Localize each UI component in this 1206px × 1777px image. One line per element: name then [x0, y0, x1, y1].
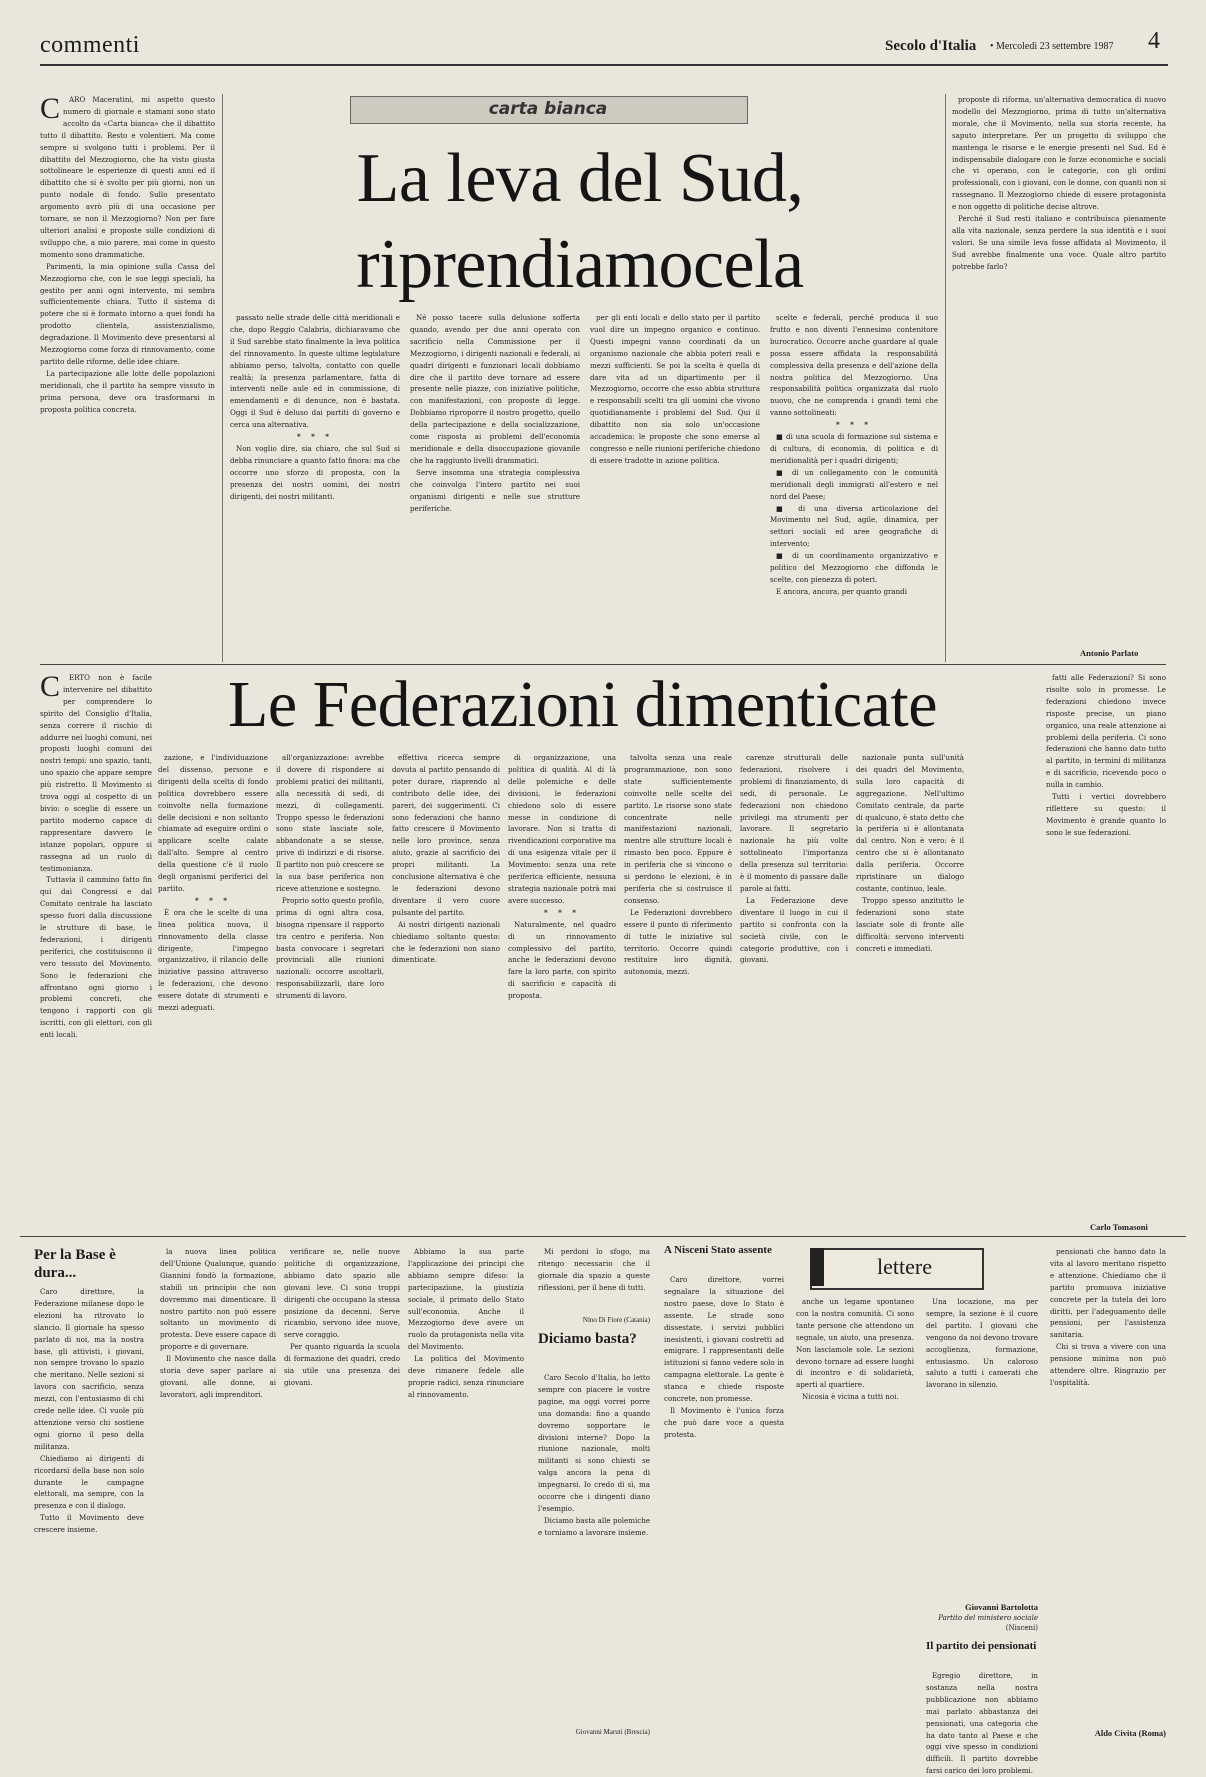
letter-column [160, 1246, 276, 1746]
article1-paragraph: Né posso tacere sulla delusione sofferta quando, avendo per due anni operato con sacrificio nella Commissione per il Mezzogiorno, i dirigenti nazionali e federali, ai quadri dirigenti e funzionari locali dobbiamo dire che il partito deve tornare ad essere presente nelle piazze, con iniziative politiche, con manifestazioni, con proposte di legge. Dobbiamo riproporre il nostro progetto, quello della partecipazione e della socializzazione, come risposta ai problemi dell'economia meridionale e della disoccupazione giovanile che ha raggiunto livelli drammatici. [410, 313, 580, 465]
article2-column-5 [508, 752, 616, 1232]
letter-column [538, 1372, 650, 1724]
article2-paragraph: Proprio sotto questo profilo, prima di ogni altra cosa, bisogna ripensare il rapporto tra centro e periferia. Non basta convocare i segretari provinciali alle riunioni nazionali: occorre ascoltarli, responsabilizzarli, dare loro strumenti di lavoro. [276, 895, 384, 1001]
article2-column-3 [276, 752, 384, 1232]
article2-paragraph: È ora che le scelte di una linea politica nuova, il rinnovamento della classe dirigente, l'impegno organizzativo, il rilancio delle iniziative passino attraverso le federazioni, che devono essere dotate di strumenti e mezzi adeguati. [158, 907, 268, 1013]
letter-paragraph: Caro Secolo d'Italia, ho letto sempre con piacere le vostre pagine, ma oggi vorrei porre una domanda: fino a quando dovremo sopportare le divisioni interne? Dopo la riunione nazionale, molti militanti si sono chiesti se valga ancora la pena di impegnarsi. Io credo di sì, ma occorre che i dirigenti diano l'esempio. [538, 1373, 650, 1513]
list-item: ■ di un coordinamento organizzativo e politico del Mezzogiorno che diffonda le scelte, con pienezza di poteri. [770, 551, 938, 584]
letter-paragraph: La politica del Movimento deve rimanere fedele alle proprie radici, senza rinunciare al rinnovamento. [408, 1354, 524, 1399]
article1-paragraph: Serve insomma una strategia complessiva che coinvolga l'intero partito nei suoi organismi dirigenti e nelle sue strutture periferiche. [410, 467, 580, 513]
article2-paragraph: Tutti i vertici dovrebbero riflettere su questo: il Movimento è grande quanto lo sono le sue federazioni. [1046, 792, 1166, 837]
letter-paragraph: Mi perdoni lo sfogo, ma ritengo necessario che il giornale dia spazio a queste riflessioni, per il bene di tutti. [538, 1247, 650, 1292]
article2-column-4 [392, 752, 500, 1232]
article2-paragraph: La Federazione deve diventare il luogo in cui il partito si confronta con la società civile, con le categorie produttive, con i giovani. [740, 895, 848, 965]
letter-paragraph: Chiediamo ai dirigenti di ricordarsi della base non solo durante le campagne elettorali, ma sempre, con la presenza e con il dialogo. [34, 1453, 144, 1511]
article2-paragraph: Naturalmente, nel quadro di un rinnovamento complessivo del partito, anche le federazioni devono fare la loro parte, con spirito di sacrificio e capacità di proposta. [508, 919, 616, 1001]
letter-paragraph: Tutto il Movimento deve crescere insieme. [34, 1513, 144, 1535]
article1-paragraph: passato nelle strade delle città meridionali e che, dopo Reggio Calabria, dichiaravamo che il Sud sarebbe stato finalmente la leva politica del rinnovamento. In queste ultime legislature abbiamo perso, talvolta, contatto con quelle realtà; la presenza parlamentare, fatta di interventi nelle aule ed in commissione, di emendamenti e di denunce, non è bastata. Oggi il Sud è deluso dai partiti di governo e cerca una alternativa. [230, 313, 400, 430]
article2-column-9 [1046, 672, 1166, 1220]
letter-column [796, 1296, 914, 1742]
letter-column [1050, 1246, 1166, 1718]
article2-column-7 [740, 752, 848, 1232]
letter-title: Per la Base è dura... [34, 1247, 116, 1281]
letter-column [538, 1246, 650, 1326]
article2-paragraph: Troppo spesso anzitutto le federazioni sono state lasciate sole di fronte alle difficoltà: servono interventi concreti e immediati. [856, 895, 964, 953]
article2-paragraph: Le Federazioni dovrebbero essere il punto di riferimento di tutte le iniziative sul territorio. Occorre quindi restituire loro dignità, autonomia, mezzi. [624, 907, 732, 977]
article2-column-1 [40, 672, 152, 1232]
article2-paragraph: nazionale punta sull'unità dei quadri del Movimento, sulla loro capacità di aggregazione. Nell'ultimo Comitato centrale, da parte di qualcuno, è stato detto che la periferia si è allontanata dal centro. Non è vero: è il centro che si è allontanato dalla periferia. Occorre ripristinare un dialogo costante, continuo, leale. [856, 753, 964, 893]
section-break-stars: * * * [296, 432, 334, 442]
article2-column-8 [856, 752, 964, 1232]
article1-paragraph: La partecipazione alle lotte delle popolazioni meridionali, che il partito ha sempre vissuto in prima persona, deve ora trasformarsi in proposta politica concreta. [40, 368, 215, 414]
letter-column [34, 1286, 144, 1746]
column-divider [222, 94, 223, 662]
letter-paragraph: Egregio direttore, in sostanza nella nostra pubblicazione non abbiamo mai parlato abbastanza dei pensionati, una categoria che ha dato tanto al Paese e che oggi vive spesso in condizioni difficili. Il partito dovrebbe farsi carico dei loro problemi. [926, 1671, 1038, 1776]
letter-column [926, 1670, 1038, 1776]
list-item-text: di una diversa articolazione del Movimento nel Sud, agile, dinamica, per settori sociali ed aree geografiche di intervento; [770, 503, 938, 549]
article1-paragraph: Non voglio dire, sia chiaro, che sul Sud si debba rinunciare a quanto fatto finora: ma che occorre uno sforzo di proposta, con la presenza dei nostri uomini, dei nostri dirigenti, dei nostri militanti. [230, 443, 400, 501]
letter-paragraph: Nicosia è vicina a tutti noi. [802, 1392, 899, 1402]
article2-paragraph: zazione, e l'individuazione del dissenso, persone e dirigenti della scelta di fondo politica dovrebbero essere coinvolte nella formazione delle decisioni e non soltanto chiamate ad eseguire ordini o applicare scelte calate dall'alto. Sempre al centro della questione c'è il ruolo degli organismi periferici del partito. [158, 753, 268, 893]
letter-signature: Aldo Civita (Roma) [1094, 1728, 1166, 1738]
article-divider [40, 664, 1166, 665]
article2-paragraph: Tuttavia il cammino fatto fin qui dai Congressi e dal Comitato centrale ha lasciato spesso fuori dalla discussione le strutture di base, le federazioni, i dirigenti periferici, che costituiscono il vero tessuto del Movimento. Sono le federazioni che affrontano ogni giorno i problemi concreti, che tengono i rapporti con gli iscritti, con gli elettori, con gli enti locali. [40, 875, 152, 1040]
letter-column [284, 1246, 400, 1746]
article1-paragraph: per gli enti locali e dello stato per il partito vuol dire un impegno organico e continuo. Questi impegni vanno coordinati da un organismo nazionale che abbia poteri reali e mezzi sufficienti. Se poi la scelta è quella di dare vita ad un dipartimento per il Mezzogiorno, occorre che esso abbia struttura e responsabili scelti tra gli uomini che vivono quotidianamente i problemi del Sud. Qui il dibattito non sia solo un'occasione accademica: le proposte che sono emerse al congresso e nelle riunioni periferiche chiedono di essere tradotte in azione politica. [590, 313, 760, 465]
article1-column-1 [40, 94, 215, 662]
article2-paragraph: all'organizzazione: avrebbe il dovere di rispondere ai problemi pratici dei militanti, alla necessità di sedi, di mezzi, di collegamenti. Troppo spesso le federazioni sono state lasciate sole, abbandonate a se stesse, prive di indirizzi e di risorse. Il partito non può crescere se la sua base periferica non riceve attenzione e sostegno. [276, 753, 384, 893]
article2-paragraph: talvolta senza una reale programmazione, non sono state sufficientemente coinvolte nelle scelte del partito. Le risorse sono state concentrate nelle manifestazioni nazionali, mentre alle strutture locali è rimasto ben poco. Eppure è in periferia che si vincono o si perdono le elezioni, è in periferia che si costruisce il consenso. [624, 753, 732, 905]
article1-paragraph: ARO Maceratini, mi aspetto questo numero di giornale e stamani sono stato accolto da «Carta bianca» che il dibattito tutto il dibattito. Resto e volentieri. Ma come sempre si svolgono tutti i problemi. Per il dibattito del Mezzogiorno, che ha visto giusta sottolineare le esperienze di questi anni ed il dibattito che si è svolto per più giorni, non un punto nodale di fondo. Sullo presentato argomento avrò più di una occasione per tornare, se non il Mezzogiorno? Non per fare ulteriori analisi e proposte sulle condizioni di sviluppo che, a mio parere, mai come in questo momento sono drammatiche. [40, 95, 215, 259]
letter-signature: Giovanni Maruti (Brescia) [575, 1728, 650, 1736]
article2-dropcap: C [40, 670, 61, 703]
letter-signature-role: Partito del ministero sociale [938, 1614, 1038, 1622]
article1-paragraph: Perché il Sud resti italiano e contribuisca pienamente alla vita nazionale, senza perdere la sua identità e i suoi valori. Se una simile leva fosse affidata al Movimento, il Sud avrebbe finalmente una voce. Quale altro partito potrebbe farlo? [952, 214, 1166, 271]
letter-paragraph: Abbiamo la sua parte l'applicazione dei principi che abbiamo sempre difeso: la partecipazione, la giustizia sociale, il primato dello Stato sull'economia. Anche il Mezzogiorno deve avere un ruolo da protagonista nella vita del Movimento. [408, 1247, 524, 1352]
letter-paragraph: Il Movimento che nasce dalla storia deve saper parlare ai giovani, alle donne, ai lavoratori, agli imprenditori. [160, 1354, 276, 1399]
article2-paragraph: Ai nostri dirigenti nazionali chiediamo soltanto questo: che le federazioni non siano dimenticate. [392, 919, 500, 965]
list-item-text: di una scuola di formazione sul sistema e di cultura, di economia, di politica e di meridionalità per i quadri dirigenti; [770, 432, 938, 465]
article1-column-4 [590, 312, 760, 662]
article-divider [20, 1236, 1186, 1237]
article1-column-2 [230, 312, 400, 662]
article2-headline: Le Federazioni dimenticate [228, 668, 938, 741]
letter-paragraph: Chi si trova a vivere con una pensione minima non può attendere oltre. Ringrazio per l'ospitalità. [1050, 1342, 1166, 1387]
article1-kicker: carta bianca [488, 99, 608, 119]
article1-paragraph: E ancora, ancora, per quanto grandi [776, 586, 907, 596]
letter-paragraph: Il Movimento è l'unica forza che può dare voce a questa protesta. [664, 1405, 784, 1439]
letter-title: A Nisceni Stato assente [664, 1244, 772, 1256]
article1-headline: La leva del Sud, riprendiamocela [356, 140, 804, 303]
article2-column-6 [624, 752, 732, 1232]
letter-signature-name: Giovanni Bartolotta [965, 1602, 1038, 1612]
letter-title: Diciamo basta? [538, 1331, 637, 1347]
issue-date: • Mercoledì 23 settembre 1987 [990, 41, 1114, 52]
article2-paragraph: ERTO non è facile intervenire nel dibattito per comprendere lo spirito del Consiglio d'Italia, senza correre il rischio di addurre nei luoghi comuni, nei proposti luoghi comuni dei nostri tempi: uno spazio, tanti, uno spazio che appare sempre più ristretto. Il Movimento si trova oggi al cospetto di un bivio: o sceglie di essere un partito moderno capace di rappresentare davvero le istanze popolari, oppure si rassegna ad un ruolo di testimonianza. [40, 673, 152, 873]
letter-paragraph: Caro direttore, la Federazione milanese dopo le elezioni ha ritrovato lo slancio. Il giornale ha spesso parlato di noi, ma la nostra base, gli attivisti, i giovani, non sempre trovano lo spazio che meritano. Nelle sezioni si lavora con sacrificio, senza mezzi, con l'entusiasmo di chi crede nelle idee. Ci vuole più attenzione verso chi sostiene ogni giorno il peso della militanza. [34, 1287, 144, 1451]
article2-author: Carlo Tomasoni [1090, 1222, 1148, 1232]
column-divider [945, 94, 946, 662]
article2-paragraph: carenze strutturali delle federazioni, risolvere i problemi di finanziamento, di sedi, di personale. Le federazioni non chiedono privilegi ma strumenti per lavorare. Il segretario nazionale ha più volte sottolineato l'importanza della presenza sul territorio: è il momento di passare dalle parole ai fatti. [740, 753, 848, 893]
article1-paragraph: Parimenti, la mia opinione sulla Cassa del Mezzogiorno che, con le sue leggi speciali, ha gestito per anni ogni intervento, mi sembra sufficientemente chiara. Tutto il sistema di potere che si è formato intorno a quei fondi ha prodotto clientela, assistenzialismo, degradazione. Il Movimento deve presentarsi al Mezzogiorno come forza di rinnovamento, come partito delle riforme, delle idee chiare. [40, 261, 215, 366]
letter-paragraph: verificare se, nelle nuove politiche di organizzazione, abbiamo dato spazio alle giovani leve. Ci sono troppi dirigenti che occupano la stessa posizione da decenni. Serve ricambio, servono idee nuove, serve coraggio. [284, 1247, 400, 1340]
article2-paragraph: effettiva ricerca sempre dovuta al partito pensando di poter durare, riaprendo al contributo delle idee, dei pareri, dei suggerimenti. Ci sono federazioni che hanno fatto crescere il Movimento nelle loro province, senza aiuto, grazie al sacrificio dei propri militanti. La conclusione alternativa è che le federazioni devono diventare il vero cuore pulsante del partito. [392, 753, 500, 917]
letter-paragraph: anche un legame spontaneo con la nostra comunità. Ci sono tante persone che attendono un segnale, un aiuto, una presenza. Non lasciamole sole. Le sezioni devono tornare ad essere luoghi di incontro e di solidarietà, aperti al quartiere. [796, 1297, 914, 1390]
article2-column-2 [158, 752, 268, 1232]
letter-signature: Nino Di Fiore (Catania) [582, 1316, 650, 1324]
letter-paragraph: Caro direttore, vorrei segnalare la situazione del nostro paese, dove lo Stato è assente. Le strade sono dissestate, i servizi pubblici inesistenti, i giovani costretti ad emigrare. I rappresentanti delle istituzioni si fanno vedere solo in campagna elettorale. La gente è stanca e chiede risposte concrete, non promesse. [664, 1275, 784, 1404]
letter-paragraph: Diciamo basta alle polemiche e torniamo a lavorare insieme. [538, 1515, 650, 1537]
article1-dropcap: C [40, 92, 61, 125]
list-item: ■ di una diversa articolazione del Movimento nel Sud, agile, dinamica, per settori sociali ed aree geografiche di intervento; [770, 503, 938, 549]
article1-paragraph: scelte e federali, perché produca il suo frutto e non diventi l'ennesimo contenitore burocratico. Occorre anche guardare al quale possa essere affidata la responsabilità complessiva della presenza e dell'azione della nostra politica del Mezzogiorno. Una responsabilità politica organizzata dal ruolo nuovo, che ne comprenda i grandi temi che vanno sottolineati: [770, 313, 938, 418]
article2-paragraph: di organizzazione, una politica di qualità. Al di là delle polemiche e delle divisioni, le federazioni chiedono solo di essere messe in condizione di lavorare. Non si tratta di rivendicazioni corporative ma di una esigenza vitale per il Movimento: senza una rete periferica efficiente, nessuna strategia nazionale potrà mai avere successo. [508, 753, 616, 905]
page-number: 4 [1148, 28, 1160, 54]
newspaper-name: Secolo d'Italia [885, 38, 977, 54]
section-title: commenti [40, 32, 140, 58]
list-item: ■ di una scuola di formazione sul sistema e di cultura, di economia, di politica e di meridionalità per i quadri dirigenti; [770, 432, 938, 465]
section-break-stars: * * * [194, 895, 232, 905]
letter-paragraph: pensionati che hanno dato la vita al lavoro meritano rispetto e attenzione. Chiediamo che il partito promuova iniziative concrete per la tutela dei loro diritti, per l'adeguamento delle pensioni, per l'assistenza sanitaria. [1050, 1247, 1166, 1340]
letter-column [926, 1296, 1038, 1596]
article1-column-6 [952, 94, 1166, 642]
list-item: ■ di un collegamento con le comunità meridionali degli immigrati all'estero e nel nord del Paese; [770, 467, 938, 501]
letter-paragraph: Una locazione, ma per sempre, la sezione è il cuore del partito. I giovani che vengono da noi devono trovare accoglienza, formazione, entusiasmo. Un caloroso saluto a tutti i camerati che lavorano in silenzio. [926, 1297, 1038, 1390]
letter-title: Il partito dei pensionati [926, 1640, 1037, 1652]
article1-paragraph: proposte di riforma, un'alternativa democratica di nuovo modello del Mezzogiorno, prima di tutto un'alternativa morale, che il Movimento, nella sua storia recente, ha saputo interpretare. Per un progetto di sviluppo che mantenga le risorse e le energie presenti nel Sud. Ed è indispensabile dialogare con le forze economiche e sociali che vi operano, con le categorie, con gli ordini professionali, con i giovani, con le donne, con quanti non si rassegnano. Il Mezzogiorno chiede di essere protagonista e non oggetto di politiche decise altrove. [952, 95, 1166, 212]
letter-paragraph: Per quanto riguarda la scuola di formazione dei quadri, credo sia utile una presenza dei giovani. [284, 1342, 400, 1387]
letter-signature-city: (Nisceni) [1005, 1624, 1038, 1632]
section-break-stars: * * * [543, 907, 581, 917]
article1-column-5 [770, 312, 938, 662]
letter-column [408, 1246, 524, 1746]
letter-column [664, 1274, 784, 1744]
article1-author: Antonio Parlato [1080, 648, 1139, 658]
article2-paragraph: fatti alle Federazioni? Si sono risolte solo in promesse. Le federazioni chiedono invece risposte precise, un piano organico, una reale attenzione ai problemi della periferia. Ci sono federazioni che hanno dato tutto al partito, in termini di militanza e di sacrificio, ricevendo poco o nulla in cambio. [1046, 673, 1166, 790]
section-break-stars: * * * [835, 420, 873, 430]
letters-header: lettere [877, 1254, 932, 1279]
article1-column-3 [410, 312, 580, 662]
letters-header-accent [810, 1248, 824, 1286]
list-item-text: di un collegamento con le comunità meridionali degli immigrati all'estero e nel nord del Paese; [770, 467, 938, 501]
letter-paragraph: la nuova linea politica dell'Unione Qualunque, quando Giannini fondò la formazione, stabilì un principio che non dovremmo mai dimenticare. Il nostro partito non può essere soltanto un movimento di protesta. Deve essere capace di proporre e di governare. [160, 1247, 276, 1352]
list-item-text: di un coordinamento organizzativo e politico del Mezzogiorno che diffonda le scelte, con pienezza di poteri. [770, 551, 938, 584]
